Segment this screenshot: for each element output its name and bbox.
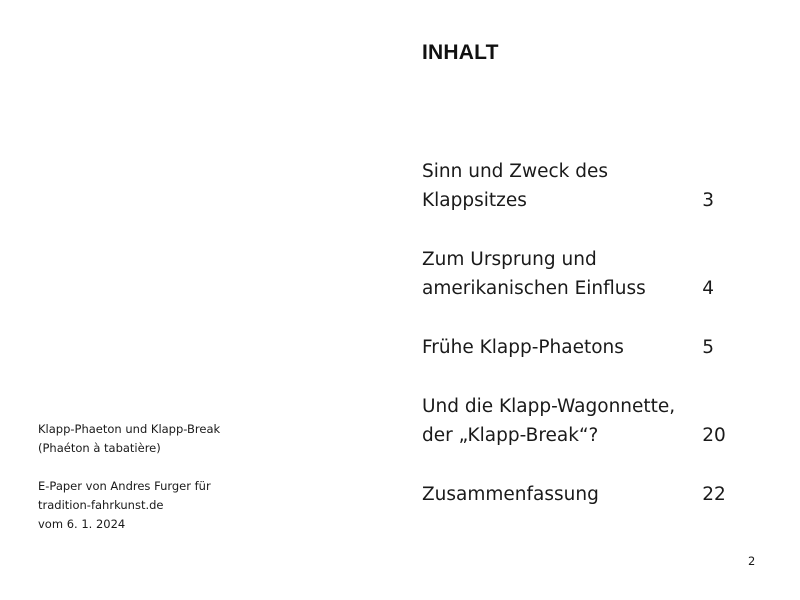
website: tradition-fahrkunst.de bbox=[38, 498, 164, 512]
toc-entry-page: 3 bbox=[702, 190, 714, 211]
toc-entry-title: Zum Ursprung und amerikanischen Einfluss bbox=[422, 249, 646, 299]
publication-date: vom 6. 1. 2024 bbox=[38, 517, 126, 531]
toc-entry[interactable] bbox=[422, 157, 732, 215]
toc-entry-page: 4 bbox=[702, 278, 714, 299]
toc-entry-title: Sinn und Zweck des Klappsitzes bbox=[422, 161, 609, 211]
toc-entry-page: 22 bbox=[702, 484, 726, 505]
toc-entry-title: Zusammenfassung bbox=[422, 484, 599, 505]
toc-entry[interactable] bbox=[422, 392, 732, 450]
author-credit: E-Paper von Andres Furger für bbox=[38, 479, 211, 493]
toc-entry-title: Und die Klapp-Wagonnette, der „Klapp-Break“? bbox=[422, 396, 676, 446]
publication-subtitle: (Phaéton à tabatière) bbox=[38, 441, 161, 455]
table-of-contents bbox=[422, 157, 732, 509]
toc-entry-page: 5 bbox=[702, 337, 714, 358]
publication-title: Klapp-Phaeton und Klapp-Break bbox=[38, 422, 221, 436]
toc-entry[interactable] bbox=[422, 245, 732, 303]
toc-entry[interactable] bbox=[422, 333, 732, 362]
toc-entry-title: Frühe Klapp-Phaetons bbox=[422, 337, 624, 358]
toc-entry-page: 20 bbox=[702, 425, 726, 446]
publication-info bbox=[38, 420, 278, 534]
page-number: 2 bbox=[748, 554, 756, 568]
toc-entry[interactable] bbox=[422, 480, 732, 509]
page-title: INHALT bbox=[422, 41, 499, 64]
